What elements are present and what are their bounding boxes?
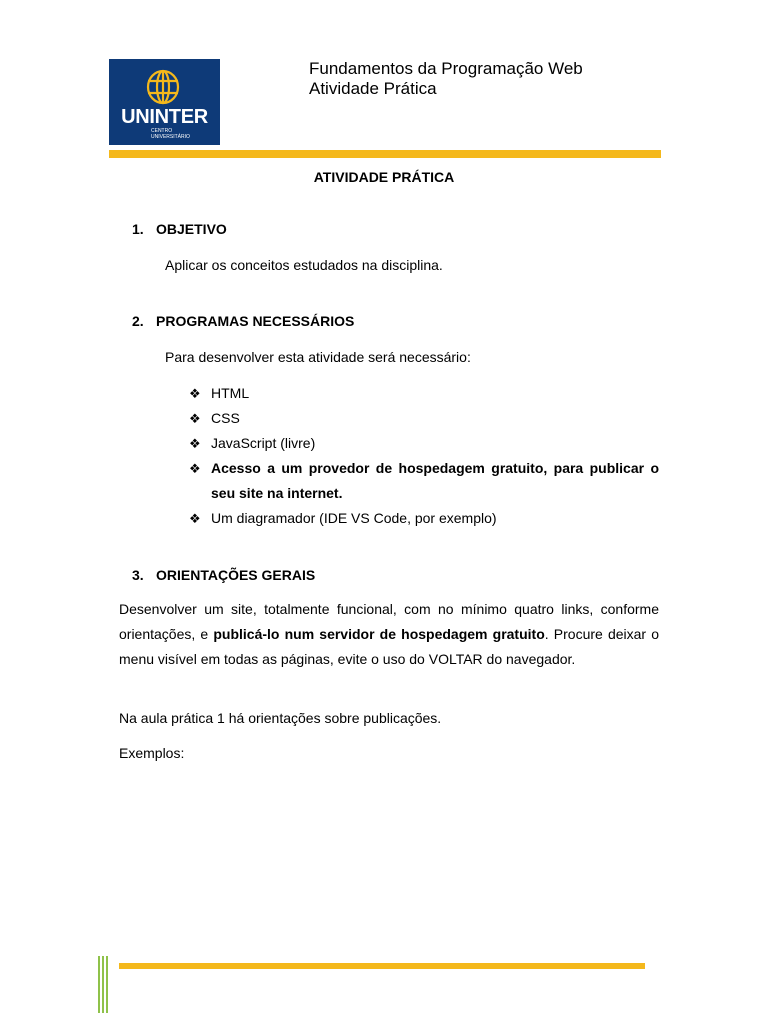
diamond-bullet-icon: ❖ — [189, 411, 201, 426]
section-heading-programas: 2. PROGRAMAS NECESSÁRIOS — [132, 313, 355, 329]
document-title: ATIVIDADE PRÁTICA — [313, 169, 455, 185]
exemplos-label: Exemplos: — [119, 745, 185, 761]
logo-wordmark: UNINTER — [121, 106, 208, 128]
diamond-bullet-icon: ❖ — [189, 386, 201, 401]
list-item: ❖ HTML — [189, 381, 659, 406]
programas-intro: Para desenvolver esta atividade será necessário: — [165, 349, 471, 365]
header-rule — [109, 150, 661, 158]
footer-rule — [119, 963, 645, 969]
diamond-bullet-icon: ❖ — [189, 461, 201, 476]
diamond-bullet-icon: ❖ — [189, 436, 201, 451]
orientacoes-paragraph: Desenvolver um site, totalmente funcional, com no mínimo quatro links, conforme orientações, e publicá-lo num servidor de hospedagem gratuito. Procure deixar o menu visível em todas as páginas, evite o uso do VOLTAR do navegador. — [119, 601, 659, 667]
list-item: ❖ JavaScript (livre) — [189, 431, 659, 456]
section-heading-orientacoes: 3. ORIENTAÇÕES GERAIS — [132, 567, 316, 583]
aula-pratica-note: Na aula prática 1 há orientações sobre publicações. — [119, 710, 442, 726]
list-item: ❖ CSS — [189, 406, 659, 431]
list-item: ❖ Acesso a um provedor de hospedagem gratuito, para publicar o seu site na internet. — [189, 456, 659, 506]
objetivo-text: Aplicar os conceitos estudados na disciplina. — [165, 257, 443, 273]
list-item: ❖ Um diagramador (IDE VS Code, por exemplo) — [189, 506, 659, 531]
section-heading-objetivo: 1. OBJETIVO — [132, 221, 227, 237]
uninter-logo — [109, 59, 220, 145]
logo-subtitle: CENTRO UNIVERSITÁRIO — [151, 128, 190, 140]
course-title: Fundamentos da Programação Web — [309, 59, 583, 78]
programs-list — [189, 381, 659, 531]
course-subtitle: Atividade Prática — [309, 79, 437, 98]
diamond-bullet-icon: ❖ — [189, 511, 201, 526]
